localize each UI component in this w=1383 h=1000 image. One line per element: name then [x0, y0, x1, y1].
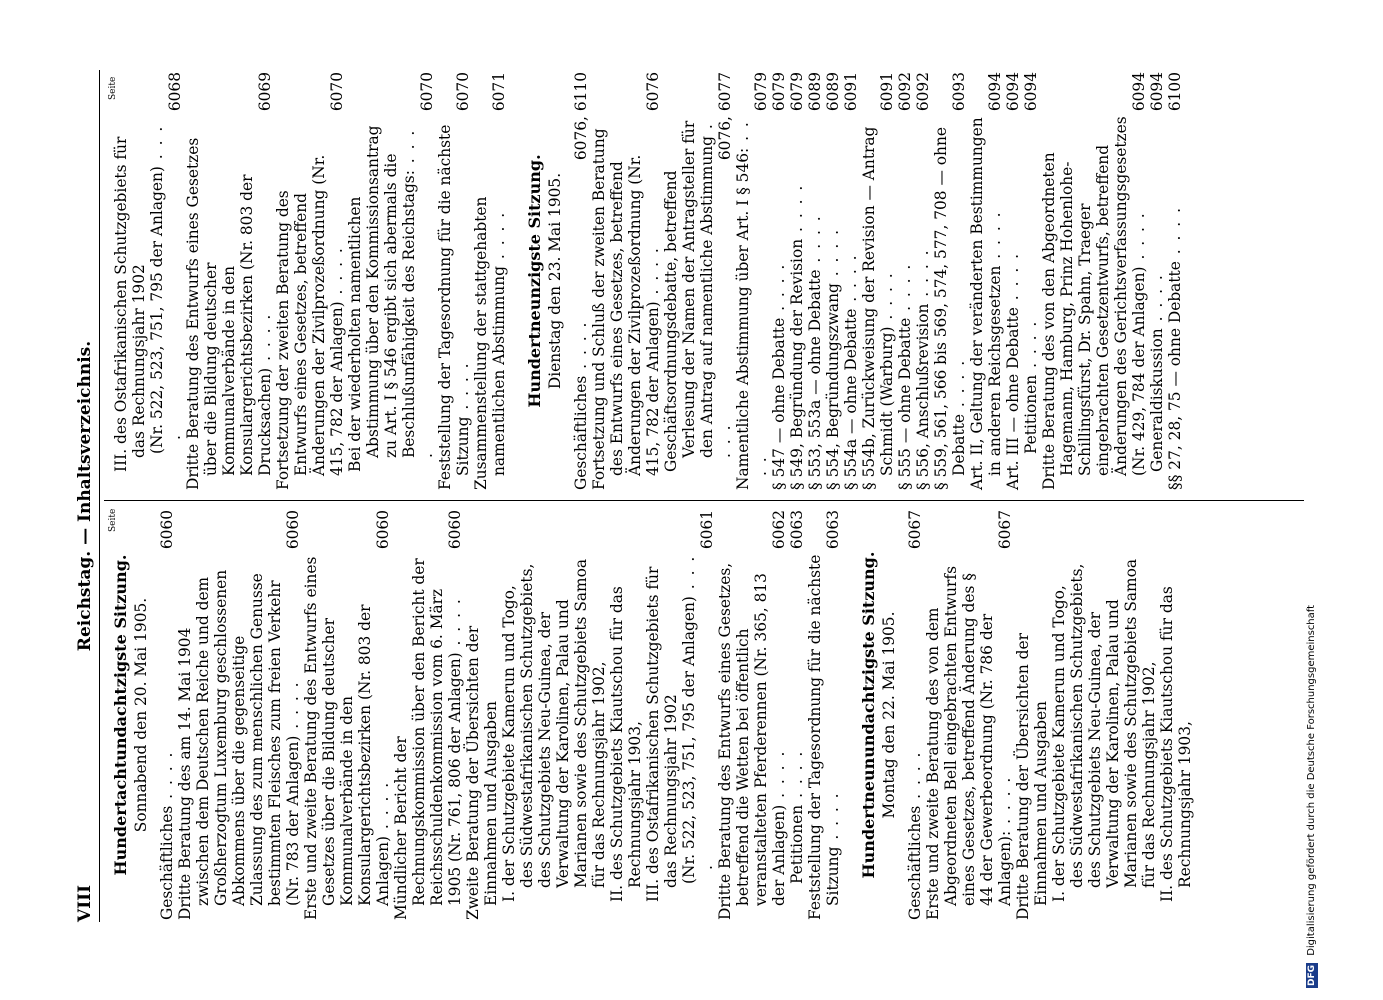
leader-dots: . . . .: [158, 750, 176, 806]
toc-entry-text: Erste und zweite Beratung des Entwurfs eines Gesetzes über die Bildung deutscher Kommunalverbände in den Konsulargerichtsbezirken (Nr. 803 der Anlagen): [302, 556, 392, 920]
toc-entry: [734, 72, 770, 490]
toc-page-number: 6093: [950, 72, 968, 112]
toc-entry: [806, 72, 824, 490]
toc-entry-text: § 549, Begründung der Revision: [788, 238, 806, 490]
page-number: VIII: [75, 884, 95, 922]
toc-entry: [1014, 510, 1050, 920]
leader-dots: . . . .: [446, 597, 464, 653]
toc-page-number: 6071: [490, 72, 508, 112]
leader-dots: . . . .: [806, 214, 824, 270]
toc-entry-text: Petitionen: [1022, 374, 1040, 454]
toc-entry-text: Fortsetzung und Schluß der zweiten Beratung des Entwurfs eines Gesetzes, betreffend Änderungen der Zivilprozeßordnung (Nr. 415, 782 der Anlagen): [590, 128, 662, 490]
toc-entry: [302, 510, 392, 920]
toc-entry-text: § 553, 553a — ohne Debatte: [806, 269, 824, 490]
session-title: Hundertneunzigste Sitzung.: [525, 154, 544, 408]
header-title: Reichstag. — Inhaltsverzeichnis.: [75, 340, 95, 652]
right-column: [112, 72, 1202, 490]
leader-dots: . . . .: [644, 246, 662, 302]
toc-entry-text: Fortsetzung der zweiten Beratung des Entwurfs eines Gesetzes, betreffend Änderungen der Zivilprozeßordnung (Nr. 415, 782 der Anlagen): [274, 154, 346, 490]
toc-page-number: 6070: [328, 72, 346, 112]
toc-entry: [112, 72, 148, 472]
toc-entry: [680, 510, 716, 884]
toc-entry-text: Geschäftliches: [158, 805, 176, 920]
leader-dots: . . . .: [284, 680, 302, 736]
toc-entry: [968, 72, 1004, 490]
session-title: Hundertneunundachtzigste Sitzung.: [859, 551, 878, 879]
leader-dots: . . . .: [148, 124, 184, 440]
header-rule: [99, 70, 100, 922]
toc-page-number: 6094: [1148, 72, 1166, 112]
toc-page-number: 6089: [806, 72, 824, 112]
toc-entry: [608, 510, 644, 902]
toc-entry-text: Geschäftliches: [906, 805, 924, 920]
leader-dots: . . . .: [400, 128, 436, 458]
leader-dots: . . . .: [950, 358, 968, 415]
leader-dots: . . . .: [996, 775, 1014, 831]
toc-entry-text: § 559, 561, 566 bis 569, 574, 577, 708 — ohne Debatte: [932, 127, 968, 490]
toc-entry-text: § 555 — ohne Debatte: [896, 317, 914, 490]
toc-entry: [1050, 510, 1158, 902]
session-date: Sonnabend den 20. Mai 1905.: [132, 597, 150, 833]
toc-entry: [824, 72, 842, 490]
toc-page-number: 6091: [878, 72, 896, 112]
toc-entry-text: Art. II, Geltung der veränderten Bestimmungen in anderen Reichsgesetzen: [968, 117, 1004, 490]
toc-entry: [590, 72, 662, 490]
leader-dots: . . . .: [1148, 273, 1166, 329]
left-column: [112, 510, 1212, 920]
toc-entry: [1148, 72, 1166, 472]
toc-entry-text: Feststellung der Tagesordnung für die nächste Sitzung: [806, 554, 842, 920]
toc-entry: [662, 72, 734, 472]
dfg-logo: DFG: [1307, 964, 1317, 986]
toc-entry-text: Dritte Beratung des am 14. Mai 1904 zwischen dem Deutschen Reiche und dem Großherzogtum Luxemburg geschlossenen Abkommens über die gegenseitige Zulassung des zum menschlichen Genusse bestimmten Fleisches zum freien Verkehr (Nr. 783 der Anlagen): [176, 569, 302, 920]
toc-entry-text: § 554b, Zurückweisung der Revision — Antrag Schmidt (Warburg): [860, 126, 896, 490]
toc-entry: [176, 510, 302, 920]
toc-entry-text: (Nr. 522, 523, 751, 795 der Anlagen): [148, 166, 166, 454]
session-gap: [842, 510, 860, 920]
toc-page-number: 6091: [842, 72, 860, 112]
toc-entry: [392, 510, 464, 920]
toc-page-number: 6076, 6077: [716, 72, 734, 161]
toc-entry: [842, 72, 860, 490]
toc-page-number: 6076, 6110: [572, 72, 590, 161]
toc-entry: [436, 72, 472, 490]
leader-dots: . . . .: [1004, 251, 1022, 308]
leader-dots: . . . .: [770, 262, 788, 318]
toc-page-number: 6060: [446, 510, 464, 550]
toc-page-number: 6061: [698, 510, 716, 550]
column-divider: [104, 500, 1304, 501]
toc-entry: [770, 72, 788, 490]
leader-dots: . . . .: [1166, 206, 1184, 262]
toc-entry: [788, 72, 806, 490]
toc-entry: [572, 72, 590, 490]
session-gap: [1184, 72, 1202, 490]
toc-page-number: 6062: [770, 510, 788, 550]
leader-dots: . . . .: [734, 120, 770, 476]
toc-entry-text: Namentliche Abstimmung über Art. I § 546:: [734, 147, 752, 490]
toc-page-number: 6070: [454, 72, 472, 112]
leader-dots: . . . .: [896, 262, 914, 318]
session-block: [526, 72, 1202, 490]
toc-entry-text: Art. III — ohne Debatte: [1004, 307, 1022, 490]
toc-entry-text: § 554a — ohne Debatte: [842, 308, 860, 490]
toc-entry-text: §§ 27, 28, 75 — ohne Debatte: [1166, 261, 1184, 490]
toc-page-number: 6060: [284, 510, 302, 550]
toc-entry: [1004, 72, 1022, 490]
toc-entry: [644, 510, 680, 902]
toc-page-number: 6067: [996, 510, 1014, 550]
toc-entry-text: III. des Ostafrikanischen Schutzgebiets für das Rechnungsjahr 1902: [644, 566, 680, 902]
toc-entry: [500, 510, 608, 902]
leader-dots: . . . .: [1022, 319, 1040, 375]
toc-entry: [932, 72, 968, 490]
toc-entry-text: Zweite Beratung der Übersichten der Einnahmen und Ausgaben: [464, 625, 500, 920]
toc-entry-text: Geschäftliches: [572, 375, 590, 490]
leader-dots: . . . .: [454, 361, 472, 417]
leader-dots: . . . .: [788, 183, 806, 239]
leader-dots: . . . .: [906, 750, 924, 806]
toc-entry: [1158, 510, 1194, 902]
toc-entry: [924, 510, 1014, 920]
toc-entry: [464, 510, 500, 920]
toc-page-number: 6060: [158, 510, 176, 550]
session-date: Montag den 22. Mai 1905.: [880, 611, 898, 819]
leader-dots: . . . .: [878, 271, 896, 327]
toc-entry-text: (Nr. 522, 523, 751, 795 der Anlagen): [680, 596, 698, 884]
section-gap: [508, 72, 526, 490]
toc-page-number: 6070: [418, 72, 436, 112]
toc-entry-text: Generaldiskussion: [1148, 328, 1166, 472]
toc-entry: [788, 510, 806, 884]
toc-entry-text: Mündlicher Bericht der Rechnungskommission über den Bericht der Reichsschuldenkommission vom 6. März 1905 (Nr. 761, 806 der Anlagen): [392, 558, 464, 920]
toc-entry-text: I. der Schutzgebiete Kamerun und Togo, des Südwestafrikanischen Schutzgebiets, des Schutzgebiets Neu-Guinea, der Verwaltung der Karolinen, Palau und Marianen sowie des Schutzgebiets Samoa für das Rechnungsjahr 1902,: [500, 558, 608, 902]
footer-text: Digitalisierung gefördert durch die Deutsche Forschungsgemeinschaft: [1306, 604, 1317, 956]
toc-entry-text: Dritte Beratung der Übersichten der Einnahmen und Ausgaben: [1014, 633, 1050, 920]
session-block: [860, 510, 1212, 920]
session-date: Dienstag den 23. Mai 1905.: [546, 172, 564, 390]
running-header: [76, 70, 98, 922]
toc-entry: [860, 72, 896, 490]
toc-entry: [716, 510, 788, 920]
toc-entry-text: Dritte Beratung des Entwurfs eines Gesetzes über die Bildung deutscher Kommunalverbände in den Konsulargerichtsbezirken (Nr. 803 der Drucksachen): [184, 137, 274, 490]
toc-entry: [184, 72, 274, 490]
toc-page-number: 6094: [986, 72, 1004, 112]
seite-label-right: Seite: [108, 76, 118, 100]
toc-page-number: 6076: [644, 72, 662, 112]
toc-entry-text: I. der Schutzgebiete Kamerun und Togo, des Südwestafrikanischen Schutzgebiets, des Schutzgebiets Neu-Guinea, der Verwaltung der Karolinen, Palau und Marianen sowie des Schutzgebiets Samoa für das Rechnungsjahr 1902,: [1050, 558, 1158, 902]
toc-entry-text: III. des Ostafrikanischen Schutzgebiets für das Rechnungsjahr 1902: [112, 136, 148, 472]
toc-entry: [896, 72, 914, 490]
leader-dots: . . . .: [1130, 211, 1148, 267]
toc-page-number: 6094: [1022, 72, 1040, 112]
leader-dots: . . . .: [824, 228, 842, 284]
toc-entry-text: Dritte Beratung des von den Abgeordneten Hagemann, Hamburg, Prinz Hohenlohe-Schillingsfürst, Dr. Spahn, Traeger eingebrachten Gesetzentwurfs, betreffend Änderungen des Gerichtsverfassungsgesetzes (Nr. 429, 784 der Anlagen): [1040, 116, 1148, 490]
toc-page-number: 6079: [770, 72, 788, 112]
toc-entry-text: Geschäftsordnungsdebatte, betreffend Verlesung der Namen der Antragsteller für den Antrag auf namentliche Abstimmung: [662, 120, 716, 472]
session-title: Hundertachtundachtzigste Sitzung.: [111, 554, 130, 876]
leader-dots: . . . .: [680, 554, 716, 870]
leader-dots: . . . .: [374, 780, 392, 836]
toc-entry-text: Dritte Beratung des Entwurfs eines Gesetzes, betreffend die Wetten bei öffentlich veranstalteten Pferderennen (Nr. 365, 813 der Anlagen): [716, 562, 788, 920]
toc-entry: [914, 72, 932, 490]
toc-page-number: 6079: [788, 72, 806, 112]
session-gap: [1194, 510, 1212, 920]
leader-dots: . . . .: [914, 248, 932, 304]
toc-page-number: 6067: [906, 510, 924, 550]
toc-entry: [346, 72, 436, 472]
leader-dots: . . . .: [698, 122, 734, 458]
toc-entry-text: Zusammenstellung der stattgehabten namentlichen Abstimmung: [472, 196, 508, 490]
leader-dots: . . . .: [572, 320, 590, 376]
toc-entry-text: II. des Schutzgebiets Kiautschou für das Rechnungsjahr 1903,: [608, 586, 644, 902]
leader-dots: . . . .: [986, 210, 1004, 266]
leader-dots: . . . .: [328, 246, 346, 302]
toc-page-number: 6079: [752, 72, 770, 112]
toc-entry-text: Feststellung der Tagesordnung für die nächste Sitzung: [436, 124, 472, 490]
toc-page-number: 6063: [824, 510, 842, 550]
seite-label-left: Seite: [108, 508, 118, 532]
toc-page-number: 6094: [1130, 72, 1148, 112]
leader-dots: . . . .: [256, 312, 274, 368]
leader-dots: . . . .: [842, 253, 860, 309]
leader-dots: . . . .: [770, 749, 788, 805]
toc-page-number: 6094: [1004, 72, 1022, 112]
toc-entry-text: Petitionen: [788, 804, 806, 884]
toc-page-number: 6089: [824, 72, 842, 112]
toc-entry: [1022, 72, 1040, 454]
toc-entry: [806, 510, 842, 920]
session-block: [112, 510, 860, 920]
toc-entry: [906, 510, 924, 920]
toc-entry: [274, 72, 346, 490]
toc-entry-text: II. des Schutzgebiets Kiautschou für das Rechnungsjahr 1903,: [1158, 586, 1194, 902]
toc-page-number: 6068: [166, 72, 184, 112]
toc-entry-text: § 547 — ohne Debatte: [770, 317, 788, 490]
toc-entry: [158, 510, 176, 920]
toc-page-number: 6092: [914, 72, 932, 112]
leader-dots: . . . .: [824, 791, 842, 847]
toc-entry-text: § 556, Anschlußrevision: [914, 303, 932, 490]
toc-entry-text: § 554, Begründungszwang: [824, 283, 842, 490]
toc-page-number: 6060: [374, 510, 392, 550]
toc-entry: [1166, 72, 1184, 490]
leader-dots: . . . .: [788, 749, 806, 805]
toc-page-number: 6100: [1166, 72, 1184, 112]
toc-entry: [1040, 72, 1148, 490]
toc-entry-text: Bei der wiederholten namentlichen Abstimmung über den Kommissionsantrag zu Art. I § 546 ergibt sich abermals die Beschlußunfähigkeit des Reichstags:: [346, 125, 418, 472]
toc-entry: [472, 72, 508, 490]
toc-entry-text: Erste und zweite Beratung des von dem Abgeordneten Bell eingebrachten Entwurfs eines Gesetzes, betreffend Änderung des § 44 der Gewerbeordnung (Nr. 786 der Anlagen):: [924, 566, 1014, 920]
toc-page-number: 6092: [896, 72, 914, 112]
toc-entry: [148, 72, 184, 454]
digitization-footer: [1306, 12, 1318, 988]
toc-page-number: 6063: [788, 510, 806, 550]
toc-page-number: 6069: [256, 72, 274, 112]
leader-dots: . . . .: [490, 210, 508, 266]
